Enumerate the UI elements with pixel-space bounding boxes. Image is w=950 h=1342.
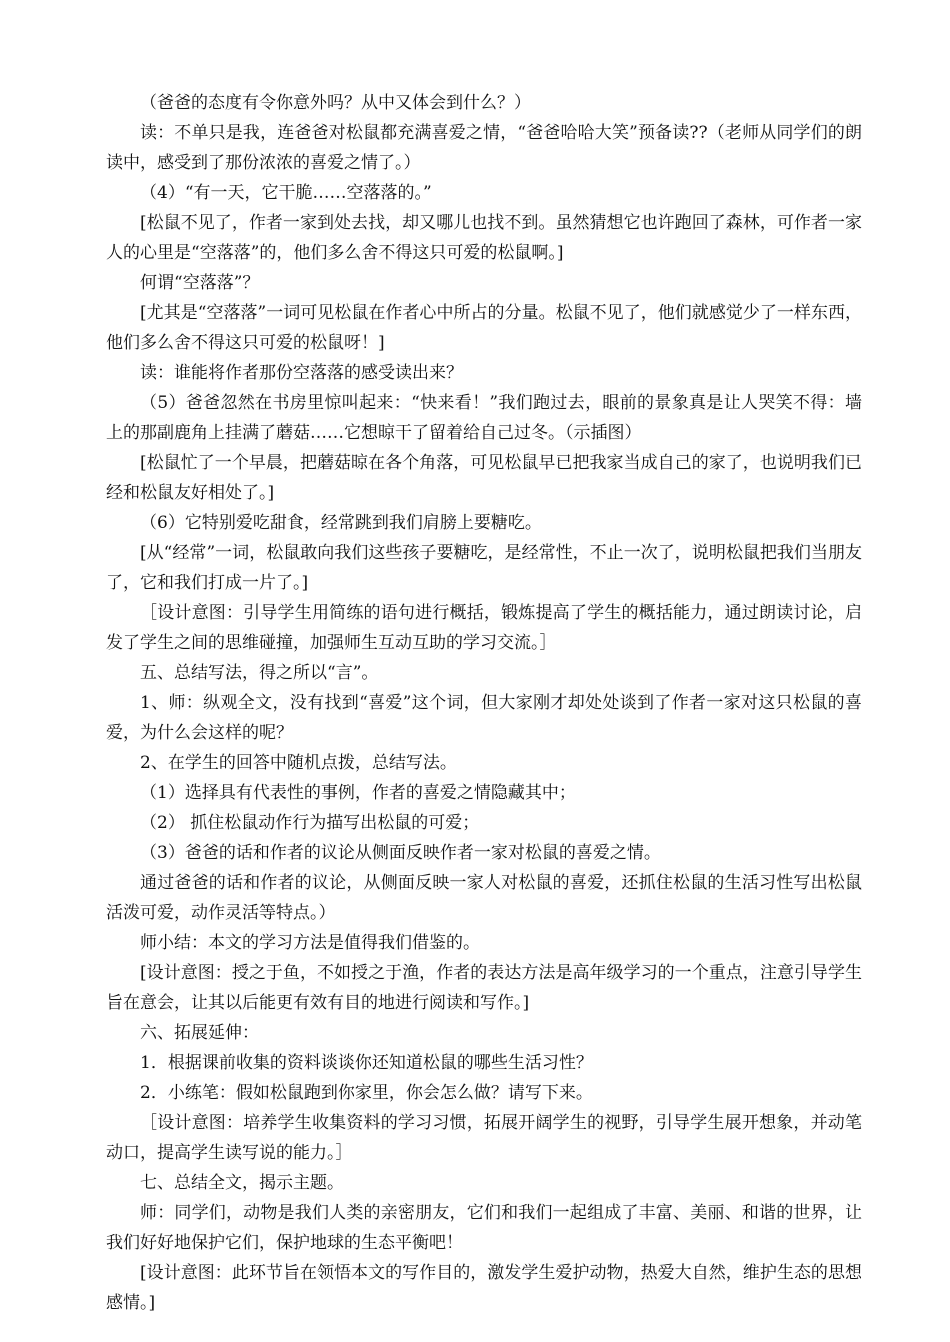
list-item: （2） 抓住松鼠动作行为描写出松鼠的可爱； <box>140 813 480 833</box>
paragraph: 读：不单只是我，连爸爸对松鼠都充满喜爱之情，“爸爸哈哈大笑”预备读??（老师从同学们的朗读中，感受到了那份浓浓的喜爱之情了。） <box>106 123 862 173</box>
paragraph: 1、师：纵观全文，没有找到“喜爱”这个词，但大家刚才却处处谈到了作者一家对这只松鼠的喜爱，为什么会这样的呢？ <box>106 693 862 743</box>
paragraph: （6）它特别爱吃甜食，经常跳到我们肩膀上要糖吃。 <box>140 513 542 533</box>
paragraph: [设计意图：授之于鱼，不如授之于渔，作者的表达方法是高年级学习的一个重点，注意引导学生旨在意会，让其以后能更有效有目的地进行阅读和写作。] <box>106 963 862 1013</box>
paragraph: [设计意图：此环节旨在领悟本文的写作目的，激发学生爱护动物，热爱大自然，维护生态的思想感情。] <box>106 1263 862 1313</box>
paragraph: [松鼠不见了，作者一家到处去找，却又哪儿也找不到。虽然猜想它也许跑回了森林，可作者一家人的心里是“空落落”的，他们多么舍不得这只可爱的松鼠啊。] <box>106 213 862 263</box>
paragraph: （5）爸爸忽然在书房里惊叫起来：“快来看！”我们跑过去，眼前的景象真是让人哭笑不得：墙上的那副鹿角上挂满了蘑菇……它想晾干了留着给自己过冬。（示插图） <box>106 393 862 443</box>
paragraph: [从“经常”一词，松鼠敢向我们这些孩子要糖吃，是经常性，不止一次了，说明松鼠把我们当朋友了，它和我们打成一片了。] <box>106 543 862 593</box>
paragraph: [松鼠忙了一个早晨，把蘑菇晾在各个角落，可见松鼠早已把我家当成自己的家了，也说明我们已经和松鼠友好相处了。] <box>106 453 862 503</box>
paragraph: 通过爸爸的话和作者的议论，从侧面反映一家人对松鼠的喜爱，还抓住松鼠的生活习性写出松鼠活泼可爱，动作灵活等特点。） <box>106 873 862 923</box>
paragraph: （爸爸的态度有令你意外吗？从中又体会到什么？） <box>140 93 531 113</box>
paragraph: 师：同学们，动物是我们人类的亲密朋友，它们和我们一起组成了丰富、美丽、和谐的世界，让我们好好地保护它们，保护地球的生态平衡吧！ <box>106 1203 862 1253</box>
list-item: 2．小练笔：假如松鼠跑到你家里，你会怎么做？请写下来。 <box>140 1083 593 1103</box>
paragraph: 师小结：本文的学习方法是值得我们借鉴的。 <box>140 933 480 953</box>
paragraph: [尤其是“空落落”一词可见松鼠在作者心中所占的分量。松鼠不见了，他们就感觉少了一样东西，他们多么舍不得这只可爱的松鼠呀！] <box>106 303 862 353</box>
section-heading: 七、总结全文，揭示主题。 <box>140 1173 344 1193</box>
paragraph: 何谓“空落落”？ <box>140 273 260 293</box>
list-item: （1）选择具有代表性的事例，作者的喜爱之情隐藏其中； <box>140 783 576 803</box>
paragraph: ［设计意图：引导学生用简练的语句进行概括，锻炼提高了学生的概括能力，通过朗读讨论，启发了学生之间的思维碰撞，加强师生互动互助的学习交流。］ <box>106 603 862 653</box>
document-body <box>106 88 862 1318</box>
list-item: （3）爸爸的话和作者的议论从侧面反映作者一家对松鼠的喜爱之情。 <box>140 843 661 863</box>
paragraph: 读：谁能将作者那份空落落的感受读出来？ <box>140 363 463 383</box>
paragraph: 2、在学生的回答中随机点拨，总结写法。 <box>140 753 457 773</box>
list-item: 1．根据课前收集的资料谈谈你还知道松鼠的哪些生活习性？ <box>140 1053 593 1073</box>
paragraph: （4）“有一天，它干脆……空落落的。” <box>140 183 432 203</box>
section-heading: 六、拓展延伸： <box>140 1023 259 1043</box>
paragraph: ［设计意图：培养学生收集资料的学习习惯，拓展开阔学生的视野，引导学生展开想象，并动笔动口，提高学生读写说的能力。］ <box>106 1113 862 1163</box>
section-heading: 五、总结写法，得之所以“言”。 <box>140 663 379 683</box>
